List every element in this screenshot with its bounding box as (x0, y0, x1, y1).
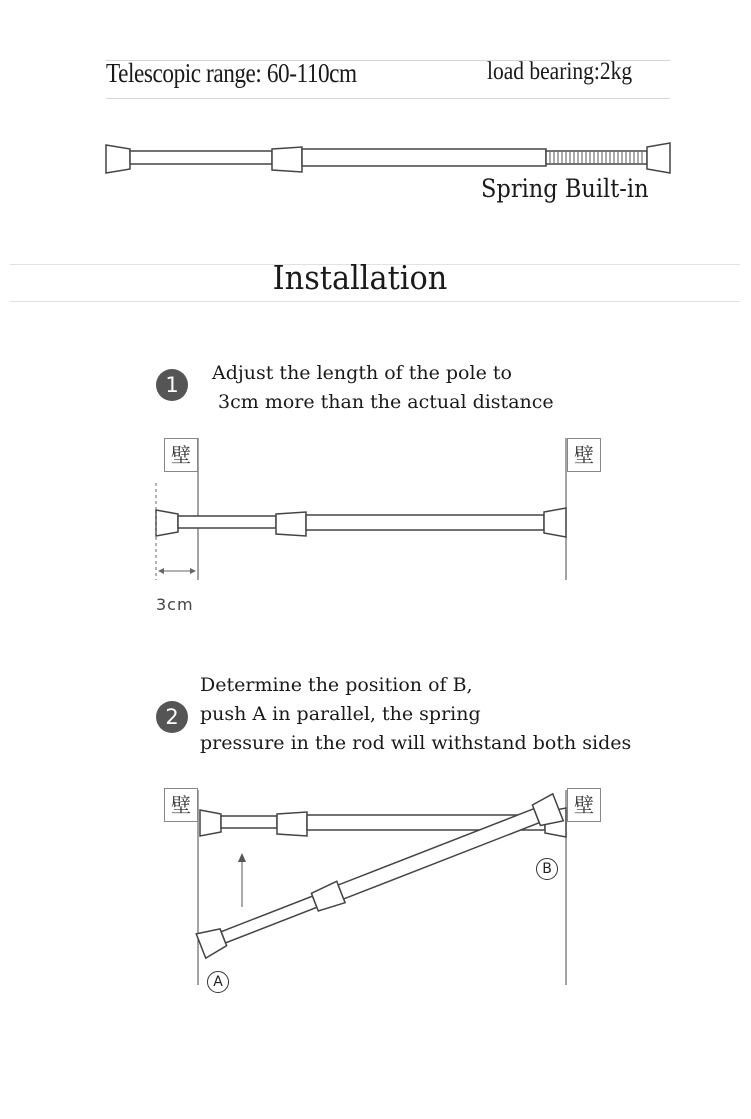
diagram1-pole (156, 508, 566, 537)
diagram1-left-wall-label: 壁 (164, 438, 198, 472)
product-pole-illustration (106, 143, 670, 173)
step-2-line-1: Determine the position of B, (200, 674, 473, 696)
step-1-line-1: Adjust the length of the pole to (212, 362, 512, 384)
diagram2-point-a-label: A (207, 971, 229, 993)
step-1-line-2: 3cm more than the actual distance (212, 391, 554, 413)
diagram1-walls (198, 438, 566, 580)
step-2-badge: 2 (156, 701, 188, 733)
diagram2-push-arrow (238, 853, 246, 907)
diagram1-right-wall-label: 壁 (567, 438, 601, 472)
step-2-text (200, 671, 631, 758)
diagram2-left-wall-label: 壁 (164, 788, 198, 822)
diagram1-dimension-label: 3cm (156, 595, 194, 614)
step-1-badge: 1 (156, 369, 188, 401)
section-bottom-rule (10, 301, 740, 302)
diagram2-point-b-label: B (536, 858, 558, 880)
load-bearing-text: load bearing:2kg (487, 58, 633, 85)
spring-built-in-label: Spring Built-in (481, 174, 649, 203)
step-2-line-3: pressure in the rod will withstand both sides (200, 732, 632, 754)
step-1-text (212, 359, 554, 417)
step-2-line-2: push A in parallel, the spring (200, 703, 481, 725)
telescopic-range-text: Telescopic range: 60-110cm (106, 58, 357, 88)
diagram2-right-wall-label: 壁 (567, 788, 601, 822)
installation-title: Installation (272, 258, 448, 297)
